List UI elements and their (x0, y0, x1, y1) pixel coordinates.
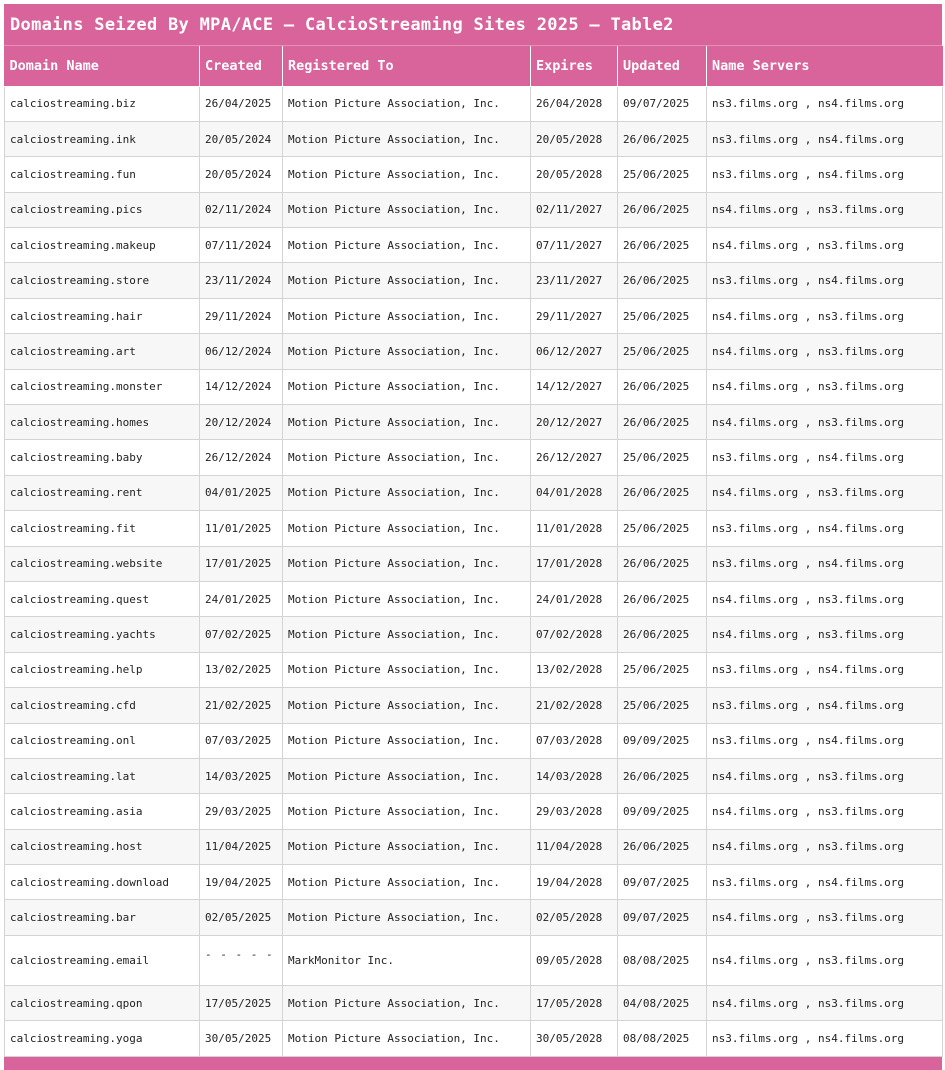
cell-name-servers: ns3.films.org , ns4.films.org (707, 865, 943, 900)
cell-name-servers: ns4.films.org , ns3.films.org (707, 475, 943, 510)
cell-name-servers: ns4.films.org , ns3.films.org (707, 405, 943, 440)
cell-domain-name: calciostreaming.onl (5, 723, 200, 758)
cell-domain-name: calciostreaming.email (5, 935, 200, 985)
cell-created: 14/03/2025 (200, 758, 283, 793)
table-row (5, 617, 943, 652)
table-row (5, 794, 943, 829)
cell-domain-name: calciostreaming.homes (5, 405, 200, 440)
cell-name-servers: ns3.films.org , ns4.films.org (707, 157, 943, 192)
cell-name-servers: ns4.films.org , ns3.films.org (707, 192, 943, 227)
cell-name-servers: ns3.films.org , ns4.films.org (707, 652, 943, 687)
cell-name-servers: ns4.films.org , ns3.films.org (707, 228, 943, 263)
cell-expires: 02/05/2028 (531, 900, 618, 935)
domains-table (4, 46, 943, 1057)
table-row (5, 157, 943, 192)
cell-name-servers: ns4.films.org , ns3.films.org (707, 829, 943, 864)
cell-updated: 26/06/2025 (618, 263, 707, 298)
cell-updated: 26/06/2025 (618, 121, 707, 156)
cell-expires: 07/03/2028 (531, 723, 618, 758)
cell-registered-to: MarkMonitor Inc. (283, 935, 531, 985)
cell-updated: 26/06/2025 (618, 546, 707, 581)
table-footer-bar (4, 1057, 942, 1069)
cell-registered-to: Motion Picture Association, Inc. (283, 86, 531, 121)
cell-name-servers: ns4.films.org , ns3.films.org (707, 334, 943, 369)
cell-domain-name: calciostreaming.website (5, 546, 200, 581)
cell-created: 26/12/2024 (200, 440, 283, 475)
cell-updated: 26/06/2025 (618, 369, 707, 404)
cell-expires: 06/12/2027 (531, 334, 618, 369)
table-row (5, 865, 943, 900)
cell-updated: 09/07/2025 (618, 86, 707, 121)
cell-name-servers: ns3.films.org , ns4.films.org (707, 1021, 943, 1056)
cell-registered-to: Motion Picture Association, Inc. (283, 581, 531, 616)
cell-domain-name: calciostreaming.qpon (5, 985, 200, 1020)
column-header-created: Created (200, 46, 283, 86)
cell-expires: 20/12/2027 (531, 405, 618, 440)
cell-registered-to: Motion Picture Association, Inc. (283, 758, 531, 793)
cell-created: 14/12/2024 (200, 369, 283, 404)
table-row (5, 86, 943, 121)
cell-created: 04/01/2025 (200, 475, 283, 510)
cell-registered-to: Motion Picture Association, Inc. (283, 985, 531, 1020)
table-row (5, 900, 943, 935)
cell-registered-to: Motion Picture Association, Inc. (283, 405, 531, 440)
cell-created: 11/04/2025 (200, 829, 283, 864)
cell-updated: 26/06/2025 (618, 228, 707, 263)
table-row (5, 1021, 943, 1056)
cell-registered-to: Motion Picture Association, Inc. (283, 865, 531, 900)
cell-registered-to: Motion Picture Association, Inc. (283, 192, 531, 227)
column-header-domain-name: Domain Name (5, 46, 200, 86)
cell-created: 20/05/2024 (200, 121, 283, 156)
cell-registered-to: Motion Picture Association, Inc. (283, 1021, 531, 1056)
cell-updated: 26/06/2025 (618, 192, 707, 227)
cell-updated: 25/06/2025 (618, 298, 707, 333)
cell-registered-to: Motion Picture Association, Inc. (283, 546, 531, 581)
table-row (5, 985, 943, 1020)
cell-registered-to: Motion Picture Association, Inc. (283, 228, 531, 263)
cell-created: 13/02/2025 (200, 652, 283, 687)
cell-created: 07/11/2024 (200, 228, 283, 263)
cell-expires: 04/01/2028 (531, 475, 618, 510)
cell-created: 02/11/2024 (200, 192, 283, 227)
cell-created: 26/04/2025 (200, 86, 283, 121)
column-header-name-servers: Name Servers (707, 46, 943, 86)
cell-created: 02/05/2025 (200, 900, 283, 935)
table-row (5, 334, 943, 369)
cell-name-servers: ns3.films.org , ns4.films.org (707, 440, 943, 475)
cell-created: 30/05/2025 (200, 1021, 283, 1056)
cell-expires: 17/01/2028 (531, 546, 618, 581)
cell-domain-name: calciostreaming.makeup (5, 228, 200, 263)
cell-domain-name: calciostreaming.monster (5, 369, 200, 404)
cell-domain-name: calciostreaming.biz (5, 86, 200, 121)
cell-expires: 17/05/2028 (531, 985, 618, 1020)
cell-expires: 30/05/2028 (531, 1021, 618, 1056)
cell-created: 24/01/2025 (200, 581, 283, 616)
cell-updated: 09/09/2025 (618, 794, 707, 829)
cell-expires: 20/05/2028 (531, 121, 618, 156)
cell-name-servers: ns4.films.org , ns3.films.org (707, 935, 943, 985)
cell-updated: 09/07/2025 (618, 900, 707, 935)
cell-domain-name: calciostreaming.fit (5, 511, 200, 546)
cell-created: 23/11/2024 (200, 263, 283, 298)
cell-updated: 25/06/2025 (618, 157, 707, 192)
cell-domain-name: calciostreaming.download (5, 865, 200, 900)
cell-updated: 25/06/2025 (618, 688, 707, 723)
cell-expires: 09/05/2028 (531, 935, 618, 985)
cell-domain-name: calciostreaming.art (5, 334, 200, 369)
cell-domain-name: calciostreaming.store (5, 263, 200, 298)
cell-name-servers: ns4.films.org , ns3.films.org (707, 617, 943, 652)
cell-domain-name: calciostreaming.baby (5, 440, 200, 475)
cell-registered-to: Motion Picture Association, Inc. (283, 263, 531, 298)
cell-expires: 21/02/2028 (531, 688, 618, 723)
cell-created: 07/02/2025 (200, 617, 283, 652)
cell-expires: 14/03/2028 (531, 758, 618, 793)
table-row (5, 758, 943, 793)
cell-expires: 13/02/2028 (531, 652, 618, 687)
table-row (5, 723, 943, 758)
cell-created: - - - - - (200, 935, 283, 985)
column-header-expires: Expires (531, 46, 618, 86)
cell-registered-to: Motion Picture Association, Inc. (283, 723, 531, 758)
table-title: Domains Seized By MPA/ACE – CalcioStreaming Sites 2025 – Table2 (4, 4, 942, 46)
cell-expires: 29/11/2027 (531, 298, 618, 333)
table-body (5, 86, 943, 1056)
cell-created: 20/12/2024 (200, 405, 283, 440)
cell-updated: 26/06/2025 (618, 758, 707, 793)
cell-registered-to: Motion Picture Association, Inc. (283, 334, 531, 369)
cell-created: 20/05/2024 (200, 157, 283, 192)
table-row (5, 228, 943, 263)
cell-updated: 25/06/2025 (618, 334, 707, 369)
cell-expires: 07/11/2027 (531, 228, 618, 263)
cell-registered-to: Motion Picture Association, Inc. (283, 900, 531, 935)
cell-expires: 23/11/2027 (531, 263, 618, 298)
cell-registered-to: Motion Picture Association, Inc. (283, 617, 531, 652)
cell-created: 29/11/2024 (200, 298, 283, 333)
cell-expires: 24/01/2028 (531, 581, 618, 616)
table-row (5, 652, 943, 687)
cell-name-servers: ns4.films.org , ns3.films.org (707, 985, 943, 1020)
cell-name-servers: ns4.films.org , ns3.films.org (707, 298, 943, 333)
cell-registered-to: Motion Picture Association, Inc. (283, 121, 531, 156)
cell-updated: 09/07/2025 (618, 865, 707, 900)
cell-registered-to: Motion Picture Association, Inc. (283, 794, 531, 829)
cell-domain-name: calciostreaming.hair (5, 298, 200, 333)
cell-name-servers: ns4.films.org , ns3.films.org (707, 794, 943, 829)
table-row (5, 511, 943, 546)
cell-name-servers: ns3.films.org , ns4.films.org (707, 86, 943, 121)
cell-registered-to: Motion Picture Association, Inc. (283, 475, 531, 510)
table-row (5, 263, 943, 298)
cell-name-servers: ns3.films.org , ns4.films.org (707, 723, 943, 758)
cell-created: 29/03/2025 (200, 794, 283, 829)
table-row (5, 405, 943, 440)
cell-domain-name: calciostreaming.pics (5, 192, 200, 227)
cell-name-servers: ns3.films.org , ns4.films.org (707, 263, 943, 298)
cell-expires: 11/01/2028 (531, 511, 618, 546)
table-row (5, 581, 943, 616)
cell-expires: 29/03/2028 (531, 794, 618, 829)
cell-domain-name: calciostreaming.ink (5, 121, 200, 156)
cell-domain-name: calciostreaming.rent (5, 475, 200, 510)
cell-domain-name: calciostreaming.quest (5, 581, 200, 616)
cell-domain-name: calciostreaming.asia (5, 794, 200, 829)
cell-domain-name: calciostreaming.yoga (5, 1021, 200, 1056)
cell-name-servers: ns3.films.org , ns4.films.org (707, 546, 943, 581)
cell-registered-to: Motion Picture Association, Inc. (283, 511, 531, 546)
cell-name-servers: ns3.films.org , ns4.films.org (707, 121, 943, 156)
cell-updated: 26/06/2025 (618, 405, 707, 440)
table-row (5, 688, 943, 723)
cell-updated: 09/09/2025 (618, 723, 707, 758)
cell-registered-to: Motion Picture Association, Inc. (283, 440, 531, 475)
cell-expires: 11/04/2028 (531, 829, 618, 864)
cell-domain-name: calciostreaming.help (5, 652, 200, 687)
cell-expires: 02/11/2027 (531, 192, 618, 227)
domains-table-container (4, 4, 942, 1070)
cell-updated: 25/06/2025 (618, 440, 707, 475)
cell-registered-to: Motion Picture Association, Inc. (283, 157, 531, 192)
table-row (5, 546, 943, 581)
cell-name-servers: ns4.films.org , ns3.films.org (707, 900, 943, 935)
cell-updated: 25/06/2025 (618, 652, 707, 687)
table-row (5, 121, 943, 156)
cell-updated: 04/08/2025 (618, 985, 707, 1020)
cell-expires: 26/04/2028 (531, 86, 618, 121)
cell-updated: 08/08/2025 (618, 935, 707, 985)
table-row (5, 475, 943, 510)
table-row (5, 935, 943, 985)
cell-expires: 26/12/2027 (531, 440, 618, 475)
table-row (5, 369, 943, 404)
cell-registered-to: Motion Picture Association, Inc. (283, 829, 531, 864)
cell-updated: 26/06/2025 (618, 581, 707, 616)
cell-expires: 14/12/2027 (531, 369, 618, 404)
cell-registered-to: Motion Picture Association, Inc. (283, 652, 531, 687)
cell-domain-name: calciostreaming.lat (5, 758, 200, 793)
cell-name-servers: ns3.films.org , ns4.films.org (707, 511, 943, 546)
cell-domain-name: calciostreaming.host (5, 829, 200, 864)
cell-domain-name: calciostreaming.bar (5, 900, 200, 935)
table-row (5, 192, 943, 227)
cell-expires: 19/04/2028 (531, 865, 618, 900)
cell-registered-to: Motion Picture Association, Inc. (283, 298, 531, 333)
table-row (5, 440, 943, 475)
cell-domain-name: calciostreaming.yachts (5, 617, 200, 652)
cell-created: 11/01/2025 (200, 511, 283, 546)
cell-updated: 26/06/2025 (618, 829, 707, 864)
cell-created: 19/04/2025 (200, 865, 283, 900)
cell-updated: 26/06/2025 (618, 475, 707, 510)
cell-domain-name: calciostreaming.fun (5, 157, 200, 192)
cell-created: 17/01/2025 (200, 546, 283, 581)
table-row (5, 829, 943, 864)
column-header-registered-to: Registered To (283, 46, 531, 86)
column-header-updated: Updated (618, 46, 707, 86)
cell-updated: 25/06/2025 (618, 511, 707, 546)
cell-created: 21/02/2025 (200, 688, 283, 723)
cell-created: 07/03/2025 (200, 723, 283, 758)
cell-name-servers: ns4.films.org , ns3.films.org (707, 581, 943, 616)
cell-updated: 08/08/2025 (618, 1021, 707, 1056)
cell-registered-to: Motion Picture Association, Inc. (283, 688, 531, 723)
cell-expires: 20/05/2028 (531, 157, 618, 192)
cell-name-servers: ns3.films.org , ns4.films.org (707, 688, 943, 723)
cell-updated: 26/06/2025 (618, 617, 707, 652)
cell-name-servers: ns4.films.org , ns3.films.org (707, 758, 943, 793)
header-row (5, 46, 943, 86)
cell-domain-name: calciostreaming.cfd (5, 688, 200, 723)
cell-name-servers: ns4.films.org , ns3.films.org (707, 369, 943, 404)
table-row (5, 298, 943, 333)
cell-created: 06/12/2024 (200, 334, 283, 369)
cell-created: 17/05/2025 (200, 985, 283, 1020)
cell-registered-to: Motion Picture Association, Inc. (283, 369, 531, 404)
cell-expires: 07/02/2028 (531, 617, 618, 652)
